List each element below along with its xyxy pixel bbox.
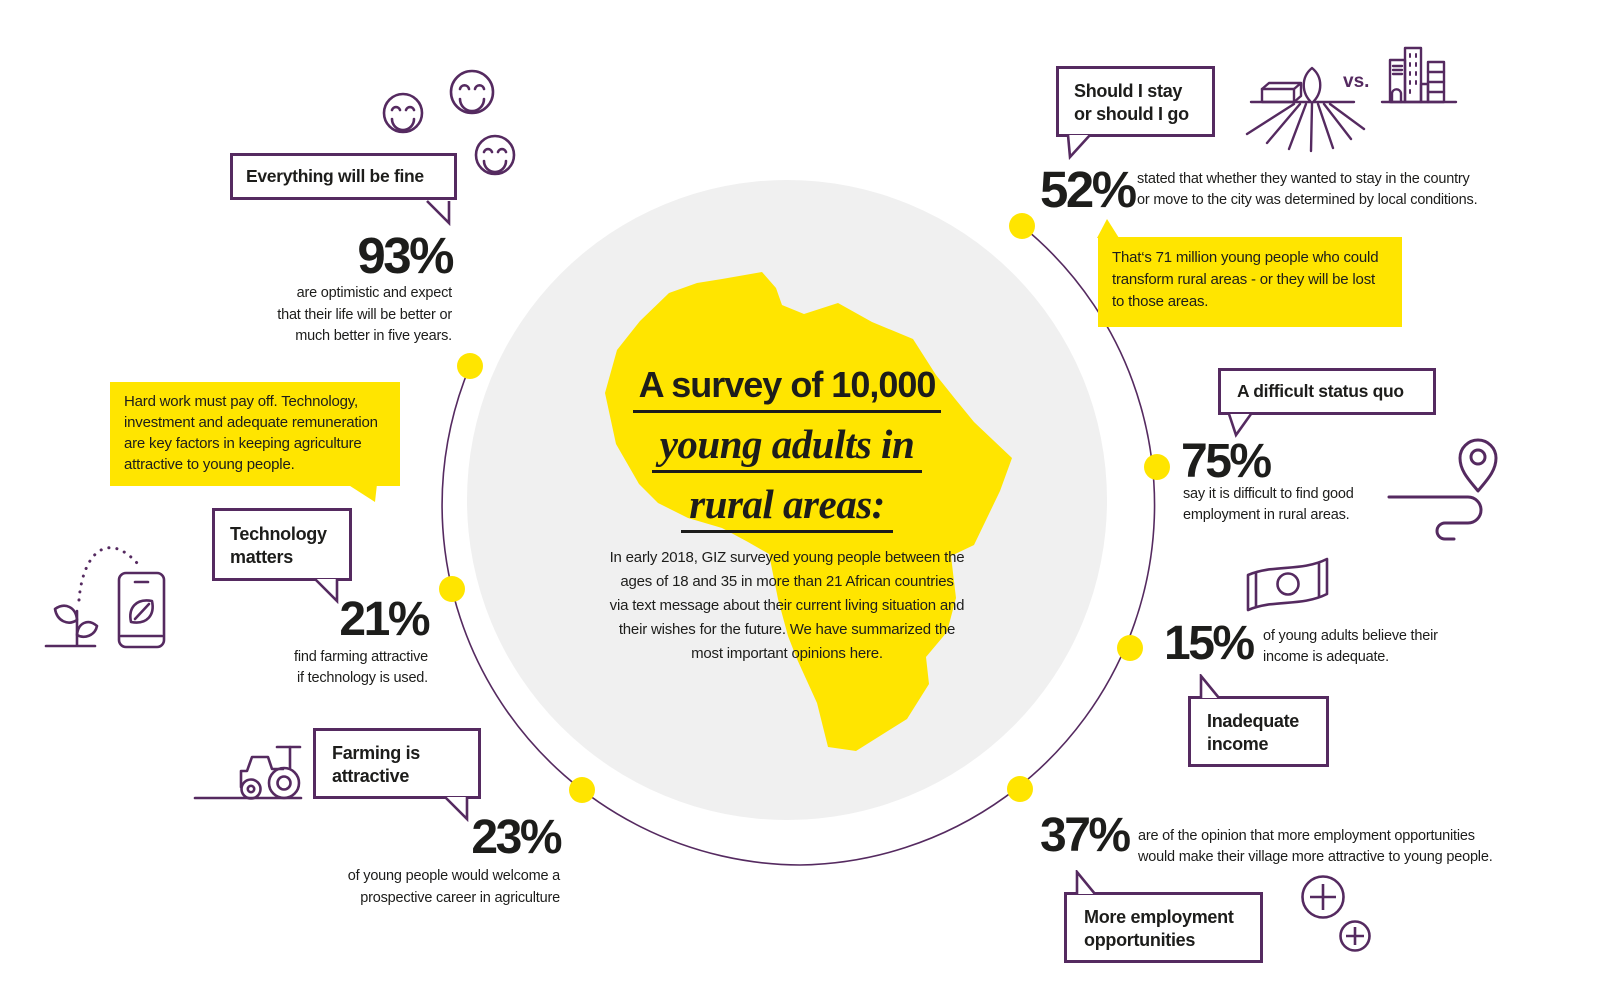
- stat-desc-line: of young adults believe their: [1263, 628, 1438, 644]
- stat-value-status-quo: 75%: [1181, 435, 1270, 488]
- callout-line: are key factors in keeping agriculture: [124, 435, 362, 452]
- stat-desc-line: income is adequate.: [1263, 649, 1389, 665]
- bubble-tail: [1226, 412, 1254, 438]
- node-dot-farming: [569, 777, 595, 803]
- bubble-tail: [314, 576, 342, 604]
- bubble-label: attractive: [332, 766, 410, 786]
- bubble-label: More employment: [1084, 907, 1234, 927]
- paragraph-line: In early 2018, GIZ surveyed young people between the: [609, 549, 965, 566]
- stat-technology: [198, 593, 428, 689]
- stat-desc-line: say it is difficult to find good: [1183, 486, 1354, 502]
- callout-line: investment and adequate remuneration: [124, 414, 378, 431]
- bubble-label: Farming is: [332, 743, 421, 763]
- bubble-difficult-status-quo: A difficult status quo: [1218, 368, 1436, 415]
- node-dot-income: [1117, 635, 1143, 661]
- stat-value: 21%: [339, 593, 428, 646]
- stat-desc-line: find farming attractive: [293, 649, 428, 665]
- bubble-label: income: [1207, 734, 1269, 754]
- bubble-label: opportunities: [1084, 930, 1196, 950]
- node-dot-employment: [1007, 776, 1033, 802]
- bubble-label: or should I go: [1074, 104, 1189, 124]
- callout-line: transform rural areas - or they will be lost: [1112, 271, 1375, 288]
- bubble-should-i-stay: [1056, 66, 1215, 137]
- callout-tail: [1097, 219, 1121, 239]
- intro-paragraph: [552, 546, 1022, 666]
- tractor-icon: [195, 747, 301, 799]
- callout-line: Hard work must pay off. Technology,: [124, 393, 358, 410]
- stat-desc-status-quo: [1183, 484, 1354, 526]
- node-dot-optimism: [457, 353, 483, 379]
- node-dot-migration: [1009, 213, 1035, 239]
- title-line-1: A survey of 10,000: [633, 364, 942, 413]
- bubble-farming-is-attractive: [313, 728, 481, 799]
- route-line: [1389, 497, 1481, 539]
- stat-desc-line: of young people would welcome a: [347, 868, 560, 884]
- bubble-tail: [1075, 870, 1099, 896]
- callout-hard-work: [110, 382, 400, 486]
- paragraph-line: most important opinions here.: [691, 645, 883, 662]
- plus-circles-icon: [1303, 877, 1370, 951]
- bubble-label: Should I stay: [1074, 81, 1183, 101]
- stat-value: 23%: [471, 811, 560, 864]
- callout-71-million: [1098, 237, 1402, 327]
- tree-leaf-icon: [1304, 68, 1321, 103]
- stat-optimism: [222, 227, 452, 348]
- node-dot-technology: [439, 576, 465, 602]
- bubble-tail: [1199, 674, 1223, 700]
- field-furrows: [1247, 104, 1364, 151]
- node-dot-status-quo: [1144, 454, 1170, 480]
- bubble-inadequate-income: [1188, 696, 1329, 767]
- title-line-2: young adults in: [652, 420, 923, 473]
- stat-desc-line: are optimistic and expect: [296, 285, 452, 301]
- stat-desc-line: prospective career in agriculture: [360, 889, 560, 906]
- bubble-everything-will-be-fine: Everything will be fine: [230, 153, 457, 200]
- stat-desc-line: are of the opinion that more employment opportunities: [1138, 828, 1475, 844]
- smiley-icon: [476, 136, 514, 174]
- bubble-tail: [1066, 132, 1092, 160]
- bubble-tail: [444, 794, 470, 822]
- banknote-icon: [1248, 559, 1327, 610]
- title-line-3: rural areas:: [681, 480, 893, 533]
- stat-value-income: 15%: [1164, 617, 1253, 670]
- doorway-arch: [1392, 89, 1401, 102]
- stat-desc-line: that their life will be better or: [277, 306, 452, 323]
- paragraph-line: via text message about their current living situation and: [609, 597, 965, 614]
- callout-tail: [347, 484, 379, 504]
- vs-label: vs.: [1343, 71, 1370, 92]
- stat-desc-employment: [1138, 826, 1493, 867]
- callout-line: to those areas.: [1112, 293, 1209, 310]
- stat-desc-line: much better in five years.: [295, 328, 452, 344]
- smiley-icon: [384, 94, 422, 132]
- stat-desc-income: [1263, 626, 1438, 668]
- callout-line: That‘s 71 million young people who could: [1112, 249, 1379, 266]
- stat-farming: [320, 811, 560, 909]
- bubble-technology-matters: [212, 508, 352, 581]
- stat-desc-line: or move to the city was determined by local conditions.: [1137, 192, 1478, 208]
- route-pin-icon: [1389, 440, 1496, 539]
- stat-desc-line: if technology is used.: [296, 670, 428, 686]
- stat-desc-migration: [1137, 169, 1477, 211]
- stat-desc-line: employment in rural areas.: [1183, 507, 1350, 523]
- paragraph-line: their wishes for the future. We have summarized the: [618, 621, 956, 638]
- bubble-label: matters: [230, 547, 293, 567]
- smiley-icon: [451, 71, 493, 113]
- stat-desc-line: stated that whether they wanted to stay in the country: [1137, 171, 1470, 187]
- city-icon: [1382, 48, 1456, 102]
- callout-line: attractive to young people.: [124, 456, 295, 473]
- stat-value: 93%: [357, 227, 452, 284]
- paragraph-line: ages of 18 and 35 in more than 21 African countries: [620, 573, 954, 590]
- stat-desc-line: would make their village more attractive to young people.: [1138, 848, 1493, 865]
- page-title: [537, 364, 1037, 540]
- stat-value-migration: 52%: [1040, 161, 1135, 218]
- stat-value-employment: 37%: [1040, 809, 1129, 862]
- bubble-tail: [426, 198, 452, 226]
- bubble-label: Inadequate: [1207, 711, 1300, 731]
- bubble-more-employment: [1064, 892, 1263, 963]
- plant-phone-icon: [46, 548, 164, 647]
- bubble-label: Technology: [230, 524, 327, 544]
- barn-icon: [1262, 89, 1294, 102]
